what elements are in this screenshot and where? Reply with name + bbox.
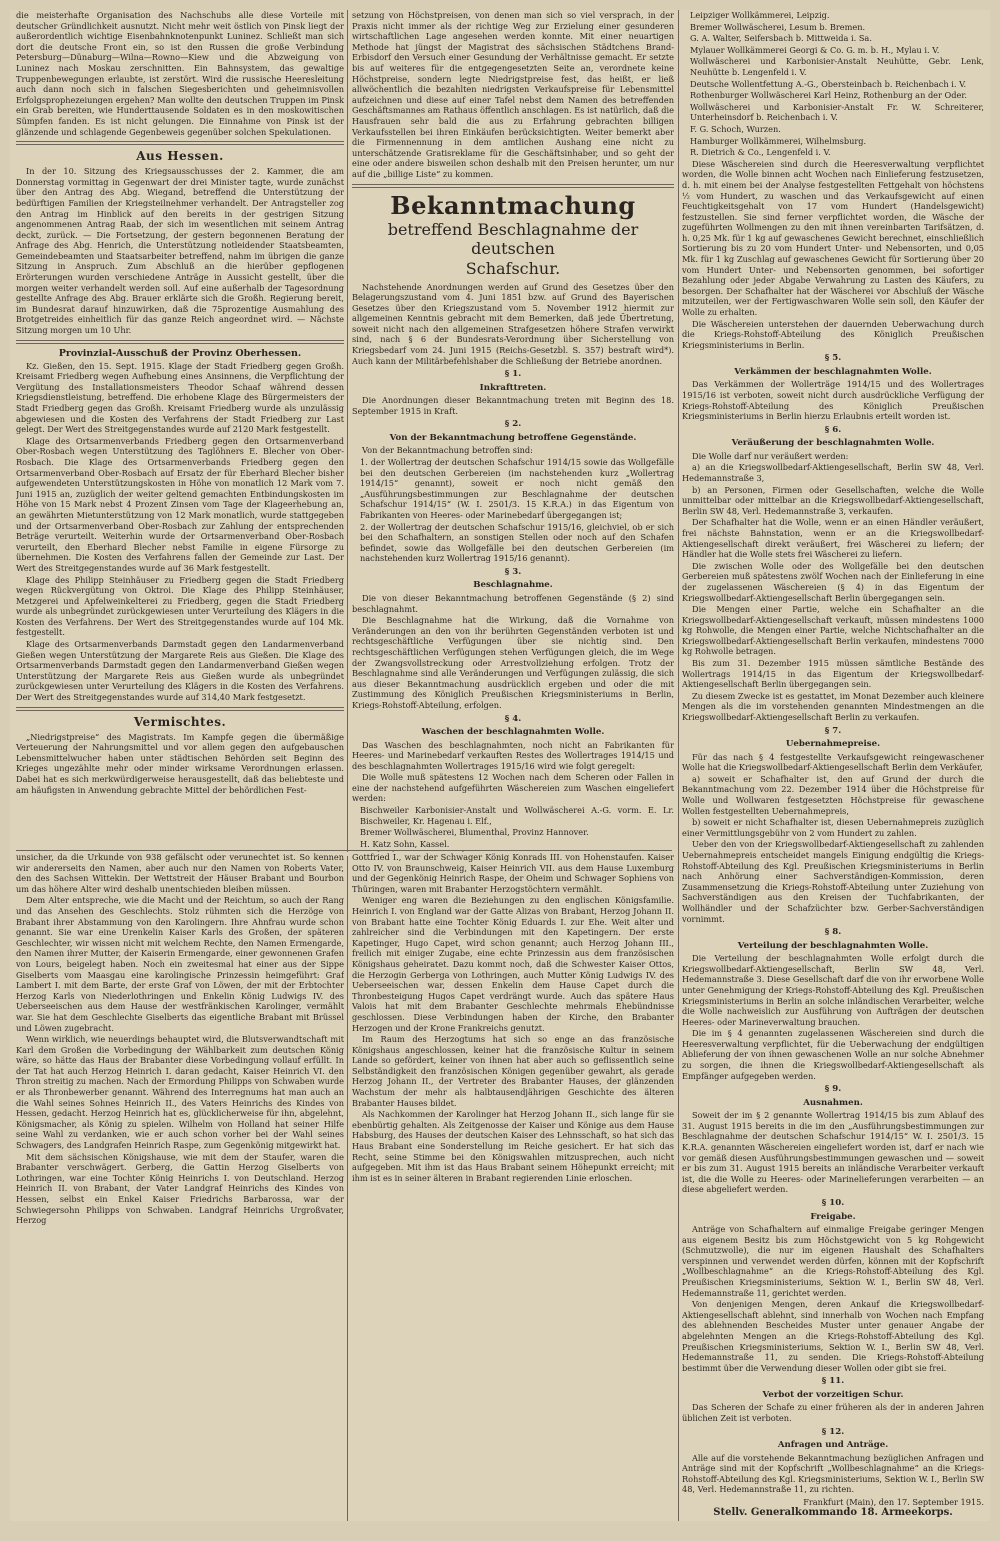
section-number: § 3. [504,566,522,577]
section-title: Verbot der vorzeitigen Schur. [762,1389,904,1400]
list-item: Hamburger Wollkämmerei, Wilhelmsburg. [690,135,867,146]
list-item: Bremer Wollwäscherei, Lesum b. Bremen. [690,21,866,32]
paragraph: unsicher, da die Urkunde von 938 gefälscht oder verunechtet ist. So kennen wir andererseits den Namen, aber auch nur den Namen von Roberts Vater, den des Sachsen Wittekin. Der Wettstreit der Häuser Brabant und Bourbon um das höhere Alter wird deshalb unentschieden bleiben müssen. [16,852,344,894]
paragraph: Weniger eng waren die Beziehungen zu den englischen Königsfamilie. Heinrich I. von England war der Gatte Alizas von Brabant, Herzog Johann II. von Brabant hatte eine Tochter König Eduards I. zur Ehe. Weit alter und zahlreicher sind die Verbindungen mit den Kapetingern. Der erste Kapetinger, Hugo Capet, wird schon genannt; auch Herzog Johann III., freilich mit einiger Zugabe, eine echte Prinzessin aus dem französischen Königshaus geheiratet. Dazu kommt noch, daß die Schwester Kaiser Ottos, die Herzogin Gerberga von Lothringen, auch Mutter König Ludwigs IV. des Ueberseeischen war, dessen Enkelin dem Hause Capet durch die Thronbesteigung Hugos Capet verdrängt wurde. Auch das spätere Haus Valois hat mit dem Brabanter Geschlechte mehrmals Ehebündnisse geschlossen. Diese Verbindungen haben der Kirche, den Brabanter Herzogen und der Krone Frankreichs genutzt. [352,895,674,1033]
feuilleton-left [16,852,344,1521]
paragraph: Mit dem sächsischen Königshause, wie mit dem der Staufer, waren die Brabanter verschwägert. Gerberg, die Gattin Herzog Giselberts von Lothringen, war eine Tochter König Heinrichs I. von Deutschland. Herzog Heinrich II. von Brabant, der Vater Landgraf Heinrichs des Kindes von Hessen, selbst ein Enkel Kaiser Friedrichs Barbarossa, war der Schwiegersohn Philipps von Schwaben. Landgraf Heinrichs Urgroßvater, Herzog [16,1151,344,1226]
heading-aus-hessen: Aus Hessen. [136,149,224,164]
section-title: Anfragen und Anträge. [777,1440,889,1450]
paragraph: Gottfried I., war der Schwager König Konrads III. von Hohenstaufen. Kaiser Otto IV. von Braunschweig, Kaiser Heinrich VII. aus dem Hause Luxemburg und der Gegenkönig Heinrich Raspe, der Oheim und Schwager Sophiens von Thüringen, waren mit Brabanter Herzogstöchtern vermählt. [352,852,674,894]
bekanntmachung-subtitle: Schafschur. [465,258,561,278]
paragraph: Die Beschlagnahme hat die Wirkung, daß die Vornahme von Veränderungen an den von ihr berührten Gegenständen verboten ist und rechtsgeschäftliche Verfügungen über sie nichtig sind. Den rechtsgeschäftlichen Verfügungen stehen Verfügungen gleich, die im Wege der Zwangsvollstreckung oder Arrestvollziehung erfolgen. Trotz der Beschlagnahme sind alle Veränderungen und Verfügungen zulässig, die sich aus dieser Bekanntmachung ausdrücklich ergeben und oder die mit Zustimmung des Königlich Preußischen Kriegsministeriums in Berlin, Kriegs-Rohstoff-Abteilung, erfolgen. [352,615,674,710]
list-item: Bischweiler Karbonisier-Anstalt und Wollwäscherei A.-G. vorm. E. Lr. Bischweiler, Kr. Hagenau i. Elf., [360,805,674,826]
divider [16,340,344,344]
paragraph: Nachstehende Anordnungen werden auf Grund des Gesetzes über den Belagerungszustand vom 4. Juni 1851 bzw. auf Grund des Bayerischen Gesetzes über den Kriegszustand vom 5. November 1912 hiermit zur allgemeinen Kenntnis gebracht mit dem Bemerken, daß jede Übertretung, soweit nicht nach den allgemeinen Strafgesetzen höhere Strafen verwirkt sind, nach § 6 der Bundesrats-Verordnung über Sicherstellung von Kriegsbedarf vom 24. Juni 1915 (Reichs-Gesetzbl. S. 357) bestraft wird*). Auch kann der Militärbefehlshaber die Schließung der Betriebe anordnen. [352,281,674,366]
paragraph: Die Mengen einer Partie, welche ein Schafhalter an die Kriegswollbedarf-Aktiengesellschaft verkauft, müssen mindestens 1000 kg Rohwolle, die Mengen einer Partie, welche Nichtschafhalter an die Kriegswollbedarf-Aktiengesellschaft Berlin verkaufen, mindestens 7000 kg Rohwolle betragen. [682,604,984,657]
list-item: Leipziger Wollkämmerei, Leipzig. [690,10,830,20]
section-number: § 4. [504,713,522,724]
paragraph: Wenn wirklich, wie neuerdings behauptet wird, die Blutsverwandtschaft mit Karl dem Großen die Vorbedingung der Wählbarkeit zum deutschen König wäre, so hätte das Haus der Brabanter diese Vorbedingung vollauf erfüllt. In der Tat hat auch Herzog Heinrich I. daran gedacht, Kaiser Heinrich VI. den Thron streitig zu machen. Nach der Ermordung Philipps von Schwaben wurde er als Thronbewerber genannt. Während des Interregnums hat man auch an die Wahl seines Sohnes Heinrich II., des Vaters Heinrichs des Kindes von Hessen, gedacht. Herzog Heinrich hat es, glücklicherweise für ihn, abgelehnt, Königsmacher, als König zu spielen. Wilhelm von Holland hat seiner Hilfe seine Wahl zu verdanken, wie er auch schon vorher bei der Wahl seines Schwagers, des Landgrafen Heinrich Raspe, zum Gegenkönig mitgewirkt hat. [16,1034,344,1151]
section-number: § 9. [824,1084,842,1095]
section-title: Freigabe. [810,1211,856,1222]
section-number: § 11. [821,1376,845,1387]
list-item: G. A. Walter, Seifersbach b. Mittweida i. Sa. [690,33,872,44]
section-title: Verteilung der beschlagnahmten Wolle. [737,940,929,951]
divider [352,184,674,188]
section-title: Von der Bekanntmachung betroffene Gegenstände. [389,432,637,443]
column-middle [352,10,674,852]
paragraph: b) an Personen, Firmen oder Gesellschaften, welche die Wolle unmittelbar oder mittelbar an die Kriegswollbedarf-Aktiengesellschaft, Berlin SW 48, Verl. Hedemannstraße 3, verkaufen. [682,484,984,516]
section-number: § 12. [821,1426,845,1437]
list-item: R. Dietrich & Co., Lengenfeld i. V. [690,147,831,158]
paragraph: Von der Bekanntmachung betroffen sind: [362,445,533,456]
section-number: § 5. [824,353,842,364]
list-item: Wollwäscherei und Karbonisier-Anstalt Fr. W. Schreiterer, Unterheinsdorf b. Reichenbach i. V. [690,101,984,123]
paragraph: Kz. Gießen, den 15. Sept. 1915. Klage der Stadt Friedberg gegen Großh. Kreisamt Friedberg wegen Aufhebung eines Ansinnens, die Verpflichtung der Vergütung des Installationsmeisters Theodor Schaaf während dessen Kriegsdienstleistung, betreffend. Die erhobene Klage des Bürgermeisters der Stadt Friedberg gegen das Großh. Kreisamt Friedberg wurde als unzulässig abgewiesen und die Kosten des Verfahrens der Stadt Friedberg zur Last gelegt. Der Wert des Streitgegenstandes wurde auf 2120 Mark festgestellt. [16,360,344,435]
section-title: Beschlagnahme. [473,580,553,591]
paragraph: a) an die Kriegswollbedarf-Aktiengesellschaft, Berlin SW 48, Verl. Hedemannstraße 3, [682,462,984,483]
section-title: Uebernahmepreise. [785,739,881,750]
divider [16,707,344,711]
section-title: Waschen der beschlagnahmten Wolle. [421,727,605,737]
section-number: § 7. [824,725,842,736]
list-item: 2. der Wollertrag der deutschen Schafschur 1915/16, gleichviel, ob er sich bei den Schafhaltern, an sonstigen Stellen oder noch auf den Schafen befindet, sowie das Wollgefälle bei den deutschen Gerbereien (im nachstehenden kurz Wollertrag 1915/16 genannt). [360,521,674,564]
list-item: 1. der Wollertrag der deutschen Schafschur 1914/15 sowie das Wollgefälle bei den deutschen Gerbereien (im nachstehenden kurz „Wollertrag 1914/15“ genannt), soweit er noch nicht gemäß den „Ausführungsbestimmungen zur Beschlagnahme der deutschen Schafschur 1914/15“ (W. I. 2501/3. 15 K.R.A.) in das Eigentum von Fabrikanten von Heeres- oder Marinebedarf übergegangen ist; [360,457,674,520]
list-item: Rothenburger Wollwäscherei Karl Heinz, Rothenburg an der Oder. [690,90,967,101]
list-item: H. Katz Sohn, Kassel. [360,838,450,849]
paragraph: Die Wäschereien unterstehen der dauernden Ueberwachung durch die Kriegs-Rohstoff-Abteilung des Königlich Preußischen Kriegsministeriums in Berlin. [682,318,984,350]
paragraph: a) soweit er Schafhalter ist, den auf Grund der durch die Bekanntmachung vom 22. Dezember 1914 über die Höchstpreise für Wolle und Wollwaren festgesetzten Höchstpreise für gewaschene Wollen festgestellten Uebernahmepreis, [682,773,984,816]
divider [16,850,672,851]
section-number: § 8. [824,927,842,938]
paragraph: Die Verteilung der beschlagnahmten Wolle erfolgt durch die Kriegswollbedarf-Aktiengesellschaft, Berlin SW 48, Verl. Hedemannstraße 3. Diese Gesellschaft darf die von ihr erworbene Wolle unter Genehmigung der Kriegs-Rohstoff-Abteilung des Kgl. Preußischen Kriegsministeriums in Berlin an solche inländischen Verarbeiter, welche die Wolle nachweislich zur Ausführung von Aufträgen der deutschen Heeres- oder Marineverwaltung brauchen. [682,953,984,1027]
column-left [16,10,344,852]
paragraph: Zu diesem Zwecke ist es gestattet, im Monat Dezember auch kleinere Mengen als die im vorstehenden genannten Mindestmengen an die Kriegswollbedarf-Aktiengesellschaft Berlin zu verkaufen. [682,690,984,723]
paragraph: Im Raum des Herzogtums hat sich so enge an das französische Königshaus angeschlossen, keiner hat die französische Kultur in seinem Lande so gefördert, keiner von ihnen hat aber auch so geflissentlich seine Selbständigkeit den französischen Königen gegenüber gewahrt, als gerade Herzog Johann II., der Vertreter des Brabanter Hauses, der glänzenden Wachstum der mehr als halbtausendjährigen Geschichte des älteren Brabanter Hauses bildet. [352,1034,674,1108]
section-number: § 2. [504,419,522,430]
paragraph: Der Schafhalter hat die Wolle, wenn er an einen Händler veräußert, frei nächste Bahnstation, wenn er an die Kriegswollbedarf-Aktiengesellschaft direkt veräußert, frei Wäscherei zu liefern; der Händler hat die Wolle stets frei Wäscherei zu liefern. [682,517,984,560]
heading-vermischtes: Vermischtes. [133,714,227,729]
section-number: § 1. [504,369,522,380]
paragraph: Das Waschen des beschlagnahmten, noch nicht an Fabrikanten für Heeres- und Marinebedarf verkauften Restes des Wollertrages 1914/15 und des beschlagnahmten Wollertrages 1915/16 wird wie folgt geregelt: [352,739,674,771]
paragraph: Klage des Ortsarmenverbands Darmstadt gegen den Landarmenverband Gießen wegen Unterstützung der Margarete Reis aus Gießen. Die Klage des Ortsarmenverbands Darmstadt gegen den Landarmenverband Gießen wegen Unterstützung der Margarete Reis aus Gießen wurde als unbegründet zurückgewiesen unter Verurteilung des Klägers in die Kosten des Verfahrens. Der Wert des Streitgegenstandes wurde auf 314,40 Mark festgesetzt. [16,639,344,703]
paragraph: In der 10. Sitzung des Kriegsausschusses der 2. Kammer, die am Donnerstag vormittag in Gegenwart der drei Minister tagte, wurde zunächst über den Antrag des Abg. Wiegand, betreffend die Unterstützung der bedürftigen Familien der Kriegsteilnehmer verhandelt. Der Antragsteller zog den Antrag im Hinblick auf den bereits in der gestrigen Sitzung angenommenen Antrag Raab, der sich im wesentlichen mit seinem Antrag deckt, zurück. — Die Fortsetzung, der gestern begonnenen Beratung der Anfrage des Abg. Henrich, die Unterstützung notleidender Staatsbeamten, Gemeindebeamten und Staatsarbeiter betreffend, nahm im übrigen die ganze Sitzung in Anspruch. Zum Abschluß an die hierüber gepflogenen Erörterungen wurden verschiedene Anträge in Aussicht gestellt, über die morgen weiter verhandelt werden soll. Auf eine außerhalb der Tagesordnung gestellte Anfrage des Abg. Brauer erklärte sich die Großh. Regierung bereit, im Bundesrat darauf hinzuwirken, daß die 75prozentige Ausmahlung des Brotgetreides einheitlich für das ganze Reich angeordnet wird. — Nächste Sitzung morgen um 10 Uhr. [16,166,344,336]
paragraph: Von denjenigen Mengen, deren Ankauf die Kriegswollbedarf-Aktiengesellschaft ablehnt, sind innerhalb von Wochen nach Empfang des ablehnenden Bescheides Muster unter genauer Angabe der abgelehnten Mengen an die Kriegs-Rohstoff-Abteilung des Kgl. Preußischen Kriegsministeriums, Sektion W. I., Berlin SW 48, Verl. Hedemannstraße 11, zu senden. Die Kriegs-Rohstoff-Abteilung bestimmt über die Verwendung dieser Wollen oder gibt sie frei. [682,1299,984,1373]
paragraph: b) soweit er nicht Schafhalter ist, diesen Uebernahmepreis zuzüglich einer Vermittlungsgebühr von 2 vom Hundert zu zahlen. [682,817,984,838]
section-title: Inkrafttreten. [479,382,547,393]
list-item: Mylauer Wollkämmerei Georgi & Co. G. m. b. H., Mylau i. V. [690,44,940,55]
paragraph: Die zwischen Wolle oder des Wollgefälle bei den deutschen Gerbereien muß spätestens zwölf Wochen nach der Einlieferung in eine der zugelassenen Wäschereien (§ 4) in das Eigentum der Kriegswollbedarf-Aktiengesellschaft Berlin übergegangen sein. [682,560,984,603]
paragraph: Für das nach § 4 festgestellte Verkaufsgewicht reingewaschener Wolle hat die Kriegswollbedarf-Aktiengesellschaft Berlin dem Verkäufer, [682,751,984,773]
section-number: § 6. [824,424,842,435]
list-item: F. G. Schoch, Wurzen. [690,123,781,134]
feuilleton-middle [352,852,674,1521]
paragraph: Die Wolle darf nur veräußert werden: [692,450,849,461]
paragraph: Klage des Philipp Steinhäuser zu Friedberg gegen die Stadt Friedberg wegen Rückvergütung von Oktroi. Die Klage des Philipp Steinhäuser, Metzgerei und Apfelweinkelterei zu Friedberg, gegen die Stadt Friedberg wurde als unbegründet zurückgewiesen unter Verurteilung des Klägers in die Kosten des Verfahrens. Der Wert des Streitgegenstandes wurde auf 104 Mk. festgestellt. [16,574,344,638]
newspaper-page [10,10,990,1521]
paragraph: Klage des Ortsarmenverbands Friedberg gegen den Ortsarmenverband Ober-Rosbach wegen Unterstützung des Taglöhners E. Blecher von Ober-Rosbach. Die Klage des Ortsarmenverbands Friedberg gegen den Ortsarmenverband Ober-Rosbach auf Ersatz der für Eberhard Blecher bisher aufgewendeten Unterstützungskosten in Höhe von monatlich 12 Mark vom 7. Juni 1915 an, zuzüglich der weiter geltend gemachten Entbindungskosten im Höhe von 15 Mark nebst 4 Prozent Zinsen vom Tage der Klageerhebung an, an gewährten Mietunterstützung von 12 Mark monatlich, wurde stattgegeben und der Ortsarmenverband Ober-Rosbach zur Zahlung der entsprechenden Beträge verurteilt. Weiterhin wurde der Ortsarmenverband Ober-Rosbach verurteilt, den Eberhard Blecher nebst Familie in eigene Fürsorge zu übernehmen. Die Kosten des Verfahrens fallen der Gemeinde zur Last. Der Wert des Streitgegenstandes wurde auf 36 Mark festgestellt. [16,435,344,573]
wascherei-list [682,10,984,158]
section-title: Veräußerung der beschlagnahmten Wolle. [731,438,935,449]
column-rule [347,10,348,852]
section-number: § 10. [821,1198,845,1208]
heading-provinzial-ausschuss: Provinzial-Ausschuß der Provinz Oberhessen. [58,347,302,359]
bekanntmachung-title: Bekanntmachung [390,190,636,220]
section-title: Ausnahmen. [803,1097,863,1108]
article-continuation: die meisterhafte Organisation des Nachschubs alle diese Vorteile mit deutscher Gründlichkeit ausnutzt. Nicht mehr weit östlich von Pinsk liegt der außerordentlich wichtige Eisenbahnknotenpunkt Luninez. Schließt man sich dort die deutsche Front ein, so ist den Russen die große Verbindung Petersburg—Dünaburg—Wilna—Rowno—Kiew und die Abzweigung von Luninez nach Moskau zerschnitten. Ein Bahnsystem, das gewaltige Truppenbewegungen erlaubte, ist zerstört. Wird die russische Heeresleitung auch dann noch sich in falschen Siegesberichten und geheimnisvollen Erfolgsprophezeiungen ergehen? Man wollte den deutschen Truppen im Pinsk ein Grab bereiten, wie Hunderttausende Soldaten es in den moskowitischen Sümpfen fanden. Es ist nicht gelungen. Die Einnahme von Pinsk ist der glänzende und schlagende Gegenbeweis gegenüber solchen Spekulationen. [16,10,344,137]
paragraph: Die Wolle muß spätestens 12 Wochen nach dem Scheren oder Fallen in eine der nachstehend aufgeführten Wäschereien zum Waschen eingeliefert werden: [352,772,674,804]
signature-place-date: Frankfurt (Main), den 17. September 1915. [803,1496,984,1507]
paragraph: Die von dieser Bekanntmachung betroffenen Gegenstände (§ 2) sind beschlagnahmt. [352,592,674,614]
paragraph: Das Scheren der Schafe zu einer früheren als der in anderen Jahren üblichen Zeit ist verboten. [682,1402,984,1423]
paragraph: „Niedrigstpreise“ des Magistrats. Im Kampfe gegen die übermäßige Verteuerung der Nahrungsmittel und vor allem gegen den aufgebauschen Lebensmittelwucher haben unter städtischen Behörden seit Beginn des Krieges ungezählte mehr oder minder wirksame Verordnungen erlassen. Dabei hat es sich merkwürdigerweise herausgestellt, daß das beliebteste und am häufigsten in Anwendung gebrachte Mittel der behördlichen Fest- [16,731,344,795]
paragraph: Das Verkämmen der Wollerträge 1914/15 und des Wollertrages 1915/16 ist verboten, soweit nicht durch ausdrückliche Verfügung der Kriegs-Rohstoff-Abteilung des Königlich Preußischen Kriegsministeriums in Berlin hierzu Erlaubnis erteilt worden ist. [682,379,984,422]
item-list [352,457,674,564]
bekanntmachung-subtitle: betreffend Beschlagnahme der deutschen [387,219,639,258]
article-continuation: setzung von Höchstpreisen, von denen man sich so viel versprach, in der Praxis nicht immer als der richtige Weg zur Erzielung einer gesunderen wirtschaftlichen Lage angesehen werden konnte. Mit einer neuartigen Methode hat jüngst der Magistrat des sächsischen Städtchens Brand-Erbisdorf den Versuch einer Gesundung der Verhältnisse gemacht. Er setzte bis auf weiteres für die entgegengesetzten Seite an, verordnete keine Höchstpreise, sondern legte Niedrigstpreise fest, das heißt, er ließ allwöchentlich die bezahlten niedrigsten Verkaufspreise für Lebensmittel aufzeichnen und diese auf einer Tafel nebst dem Namen des betreffenden Geschäftsmannes am Rathaus öffentlich anschlagen. Es ist natürlich, daß die Hausfrauen sehr bald die aus zu Erfahrung gebrachten billigen Verkaufsstellen bei ihren Einkäufen berücksichtigten. Weiter bemerkt aber die Firmennennung in dem amtlichen Aushang eine nicht zu unterschätzende Gratisreklame für die Geschäftsinhaber, und so geht der eine oder andere bisweilen schon deshalb mit den Preisen herunter, um nur auf die „billige Liste“ zu kommen. [352,10,674,179]
paragraph: Soweit der im § 2 genannte Wollertrag 1914/15 bis zum Ablauf des 31. August 1915 bereits in die im den „Ausführungsbestimmungen zur Beschlagnahme der deutschen Schafschur 1914/15“ W. I. 2501/3. 15 K.R.A. genannten Wäschereien eingeliefert worden ist, darf er nach wie vor gemäß diesen Ausführungsbestimmungen gewaschen und — soweit er bis zum 31. August 1915 bereits an inländische Verarbeiter verkauft ist, die die Wolle zu Heeres- oder Marinelieferungen verarbeiten — an diese abgeliefert werden. [682,1110,984,1195]
list-item: Wollwäscherei und Karbonisier-Anstalt Neuhütte, Gebr. Lenk, Neuhütte b. Lengenfeld i. V. [690,56,984,77]
column-rule [347,856,348,1521]
divider [16,141,344,145]
paragraph: Diese Wäschereien sind durch die Heeresverwaltung verpflichtet worden, die Wolle binnen acht Wochen nach Einlieferung festzusetzen, d. h. mit einem bei der Analyse festgestellten Fettgehalt von höchstens ½ vom Hundert, zu waschen und das Verkaufsgewicht auf einen Feuchtigkeitsgehalt von 17 vom Hundert (Handelsgewicht) festzustellen. Sie sind ferner verpflichtet worden, die Wäsche der zugeführten Wollmengen zu den mit ihnen vereinbarten Tarifsätzen, d. h. 0,25 Mk. für 1 kg auf gewaschenes Gewicht berechnet, einschließlich Sortierung bis zu 20 vom Hundert Unter- und Nebensorten, und 0,05 Mk. für 1 kg Zuschlag auf gewaschenes Gewicht für Sortierung über 20 vom Hundert Unter- und Nebensorten genommen, bei sofortiger Bezahlung oder jeder Abgabe Verwahrung zu Lasten des Käufers, zu besorgen. Der Schafhalter hat der Wäscherei vor Abschluß der Wäsche mitzuteilen, wer der Fertigwaschwaren Wolle sein soll, den Käufer der Wolle zu erhalten. [682,158,984,318]
paragraph: Als Nachkommen der Karolinger hat Herzog Johann II., sich lange für sie ebenbürtig gehalten. Als Zeitgenosse der Kaiser und Könige aus dem Hause Habsburg, des Hauses der deutschen Kaiser des Lehnsschaft, so hat sich das Haus Brabant eine Sonderstellung im Reiche gesichert. Er hat sich das Recht, seine Stimme bei den Königswahlen mitzusprechen, auch nicht aufgegeben. Mit ihm ist das Haus Brabant seinem Höhepunkt erreicht; mit ihm ist es in seiner älteren in Brabant regierenden Linie erloschen. [352,1109,674,1183]
list-item: Bremer Wollwäscherei, Blumenthal, Provinz Hannover. [360,827,589,838]
column-right [682,10,984,1521]
paragraph: Dem Alter entspreche, wie die Macht und der Reichtum, so auch der Rang und das Ansehen des Geschlechts. Stolz rühmten sich die Herzöge von Brabant ihrer Abstammung von den Karolingern. Ihre Ahnfrau wurde schon genannt. Sie war eine Urenkelin Kaiser Karls des Großen, der späteren Geschlechter, wir wissen nicht mit welchem Rechte, den Namen Ermengarde, den Namen ihrer Mutter, der Kaiserin Ermengarde, einer gewonnenen Grafen von Lours, beigelegt haben. Noch ein zweitesmal hat einer aus der Sippe Giselberts vom Maasgau eine karolingische Prinzessin heimgeführt: Graf Lambert I. mit dem Barte, der erste Graf von Löwen, der mit der Erbtochter Herzog Karls von Niederlothringen und Enkelin König Ludwigs IV. des Ueberseeischen aus dem Hause der westfränkischen Karolinger, vermählt war. Sie hat dem Geschlechte Giselberts das eigentliche Brabant mit Brüssel und Löwen zugebracht. [16,895,344,1033]
paragraph: Die im § 4 genannten zugelassenen Wäschereien sind durch die Heeresverwaltung verpflichtet, für die Ueberwachung der endgültigen Ablieferung der von ihnen gewaschenen Wolle an nur solche Abnehmer zu sorgen, die ihnen die Kriegswollbedarf-Aktiengesellschaft als Empfänger aufgegeben werden. [682,1028,984,1081]
column-rule [678,10,679,1521]
paragraph: Die Anordnungen dieser Bekanntmachung treten mit Beginn des 18. September 1915 in Kraft. [352,395,674,416]
item-list [352,805,674,852]
signature-authority: Stellv. Generalkommando 18. Armeekorps. [713,1507,953,1519]
paragraph: Anträge von Schafhaltern auf einmalige Freigabe geringer Mengen aus eigenem Besitz bis zum Höchstgewicht von 5 kg Rohgewicht (Schmutzwolle), die nur im eigenen Haushalt des Schafhalters verspinnen und verwendet werden dürfen, können mit der Kopfschrift „Wollbeschlagnahme“ an die Kriegs-Rohstoff-Abteilung des Kgl. Preußischen Kriegsministeriums, Sektion W. I., Berlin SW 48, Verl. Hedemannstraße 11, gerichtet werden. [682,1224,984,1298]
section-title: Verkämmen der beschlagnahmten Wolle. [734,366,932,377]
list-item: Deutsche Wollentfettung A.-G., Obersteinbach b. Reichenbach i. V. [690,78,967,89]
paragraph: Ueber den von der Kriegswollbedarf-Aktiengesellschaft zu zahlenden Uebernahmepreis entscheidet mangels Einigung endgültig die Kriegs-Rohstoff-Abteilung des Kgl. Preußischen Kriegsministeriums in Berlin nach Anhörung einer Sachverständigen-Kommission, deren Zusammensetzung die Kriegs-Rohstoff-Abteilung unter Zuziehung von Sachverständigen aus den Kreisen der Tuchfabrikanten, der Wollhändler und der Schafzüchter bzw. Gerber-Sachverständigen vornimmt. [682,839,984,924]
paragraph: Alle auf die vorstehende Bekanntmachung bezüglichen Anfragen und Anträge sind mit der Kopfschrift „Wollbeschlagnahme“ an die Kriegs-Rohstoff-Abteilung des Kgl. Kriegsministeriums, Sektion W. I., Berlin SW 48, Verl. Hedemannstraße 11, zu richten. [682,1452,984,1495]
paragraph: Bis zum 31. Dezember 1915 müssen sämtliche Bestände des Wollertrags 1914/15 in das Eigentum der Kriegswollbedarf-Aktiengesellschaft Berlin übergegangen sein. [682,658,984,690]
